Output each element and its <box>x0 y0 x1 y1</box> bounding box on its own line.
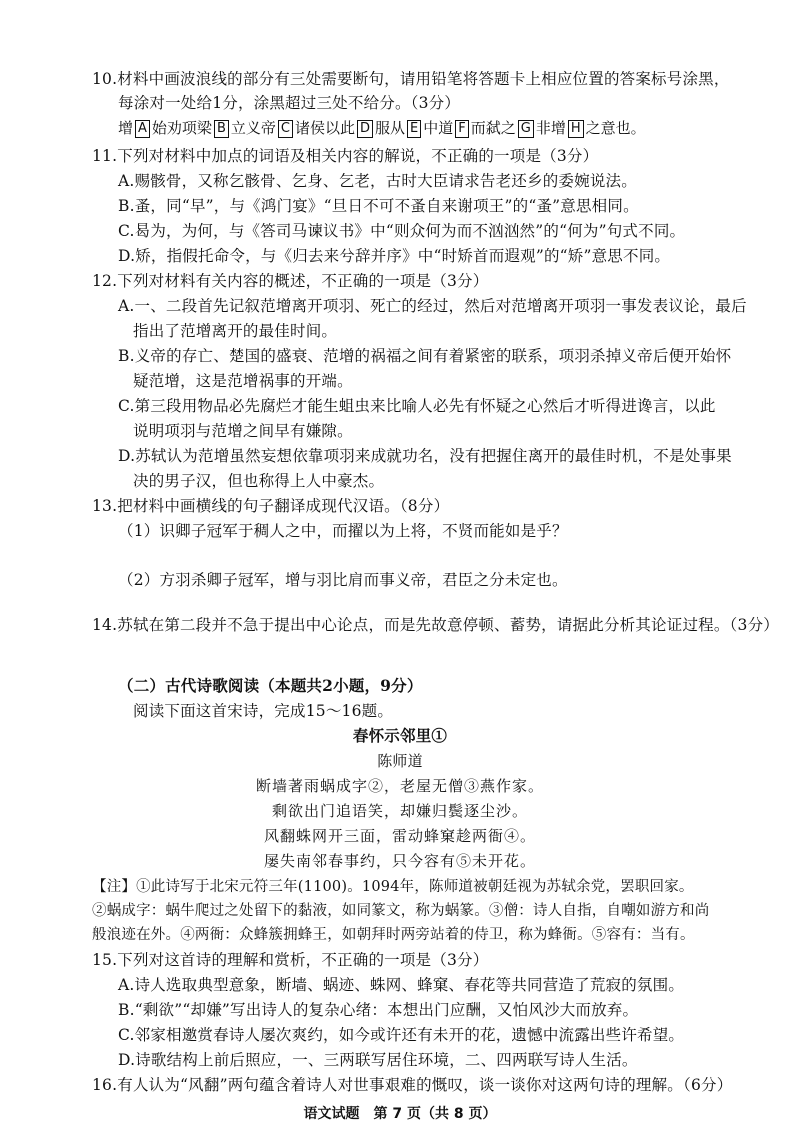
q12-option-d-line2: 决的男子汉，但也称得上人中豪杰。 <box>133 472 385 490</box>
poem-line-3: 风翻蛛网开三面，雷动蜂窠趁两衙④。 <box>263 827 536 845</box>
q10-segment-text: 增 <box>118 119 134 137</box>
q12-option-b-line2: 疑范增，这是范增祸事的开端。 <box>133 372 353 390</box>
q10-answer-box-h[interactable]: H <box>568 120 584 138</box>
q10-answer-box-a[interactable]: A <box>135 120 150 138</box>
q10-segment-text: 之意也。 <box>585 119 646 137</box>
q10-segment-text: 服从 <box>374 119 405 137</box>
q10-answer-box-f[interactable]: F <box>455 120 468 138</box>
page-footer: 语文试题 第 7 页（共 8 页） <box>303 1106 497 1122</box>
q15-option-c: C.邻家相邀赏春诗人屡次爽约，如今或许还有未开的花，遗憾中流露出些许希望。 <box>118 1026 685 1044</box>
q13-sentence-1: （1）识卿子冠军于稠人之中，而擢以为上将，不贤而能如是乎？ <box>118 522 568 540</box>
q10-answer-segments <box>118 117 646 139</box>
q10-segment-text: 始劝项梁 <box>151 119 212 137</box>
poem-author: 陈师道 <box>377 752 423 770</box>
poem-title: 春怀示邻里① <box>352 726 448 745</box>
poem-note-line1: 【注】①此诗写于北宋元符三年(1100)。1094年，陈师道被朝廷视为苏轼余党，罢职回家。 <box>92 879 694 895</box>
q11-stem: 11.下列对材料中加点的词语及相关内容的解说，不正确的一项是（3分） <box>92 147 599 165</box>
q10-answer-box-g[interactable]: G <box>518 120 534 138</box>
q12-option-c-line1: C.第三段用物品必先腐烂才能生蛆虫来比喻人必先有怀疑之心然后才听得进谗言，以此 <box>118 397 716 415</box>
q10-answer-box-c[interactable]: C <box>278 120 293 138</box>
q11-option-b: B.蚤，同“早”，与《鸿门宴》“旦日不可不蚤自来谢项王”的“蚤”意思相同。 <box>118 197 639 215</box>
q10-segment-text: 诸侯以此 <box>294 119 355 137</box>
q10-segment-text: 中道 <box>423 119 454 137</box>
q15-stem: 15.下列对这首诗的理解和赏析，不正确的一项是（3分） <box>92 951 489 969</box>
poem-line-4: 屡失南邻春事约，只今容有⑤未开花。 <box>263 852 536 870</box>
q16-stem: 16.有人认为“风翻”两句蕴含着诗人对世事艰难的慨叹，谈一谈你对这两句诗的理解。（6分） <box>92 1076 733 1094</box>
q10-answer-box-b[interactable]: B <box>214 120 229 138</box>
q10-answer-box-e[interactable]: E <box>407 120 421 138</box>
poem-note-line2: ②蜗成字：蜗牛爬过之处留下的黏液，如同篆文，称为蜗篆。③僧：诗人自指，自嘲如游方和尚 <box>92 903 710 919</box>
section2-intro: 阅读下面这首宋诗，完成15～16题。 <box>133 702 394 720</box>
q10-answer-box-d[interactable]: D <box>357 120 373 138</box>
q10-segment-text: 非增 <box>535 119 566 137</box>
q12-stem: 12.下列对材料有关内容的概述，不正确的一项是（3分） <box>92 272 489 290</box>
q14-stem: 14.苏轼在第二段并不急于提出中心论点，而是先故意停顿、蓄势，请据此分析其论证过程。（3分） <box>92 616 779 634</box>
q10-segment-text: 立义帝 <box>230 119 276 137</box>
q12-option-a-line1: A.一、二段首先记叙范增离开项羽、死亡的经过，然后对范增离开项羽一事发表议论，最后 <box>118 297 747 315</box>
q15-option-b: B.“剩欲”“却嫌”写出诗人的复杂心绪：本想出门应酬，又怕风沙大而放弃。 <box>118 1001 639 1019</box>
section2-heading: （二）古代诗歌阅读（本题共2小题，9分） <box>118 676 423 695</box>
q10-segment-text: 而弑之 <box>470 119 516 137</box>
q12-option-b-line1: B.义帝的存亡、楚国的盛衰、范增的祸福之间有着紧密的联系，项羽杀掉义帝后便开始怀 <box>118 347 732 365</box>
q10-stem-line1: 10.材料中画波浪线的部分有三处需要断句，请用铅笔将答题卡上相应位置的答案标号涂黑， <box>92 70 730 88</box>
q15-option-d: D.诗歌结构上前后照应，一、三两联写居住环境，二、四两联写诗人生活。 <box>118 1051 638 1069</box>
poem-line-2: 剩欲出门追语笑，却嫌归鬓逐尘沙。 <box>271 802 528 820</box>
poem-line-1: 断墙著雨蜗成字②，老屋无僧③燕作家。 <box>255 777 544 795</box>
q13-sentence-2: （2）方羽杀卿子冠军，增与羽比肩而事义帝，君臣之分未定也。 <box>118 571 568 589</box>
q12-option-d-line1: D.苏轼认为范增虽然妄想依靠项羽来成就功名，没有把握住离开的最佳时机，不是处事果 <box>118 447 732 465</box>
q15-option-a: A.诗人选取典型意象，断墙、蜗迹、蛛网、蜂窠、春花等共同营造了荒寂的氛围。 <box>118 976 685 994</box>
q11-option-c: C.曷为，为何，与《答司马谏议书》中“则众何为而不汹汹然”的“何为”句式不同。 <box>118 222 686 240</box>
q11-option-d: D.矫，指假托命令，与《归去来兮辞并序》中“时矫首而遐观”的“矫”意思不同。 <box>118 247 671 265</box>
poem-note-line3: 般浪迹在外。④两衙：众蜂簇拥蜂王，如朝拜时两旁站着的侍卫，称为蜂衙。⑤容有：当有。 <box>92 927 695 943</box>
q12-option-a-line2: 指出了范增离开的最佳时间。 <box>133 322 338 340</box>
q10-stem-line2: 每涂对一处给1分，涂黑超过三处不给分。（3分） <box>118 94 461 112</box>
q13-stem: 13.把材料中画横线的句子翻译成现代汉语。（8分） <box>92 497 450 515</box>
q12-option-c-line2: 说明项羽与范增之间早有嫌隙。 <box>133 422 353 440</box>
q11-option-a: A.赐骸骨，又称乞骸骨、乞身、乞老，古时大臣请求告老还乡的委婉说法。 <box>118 172 637 190</box>
